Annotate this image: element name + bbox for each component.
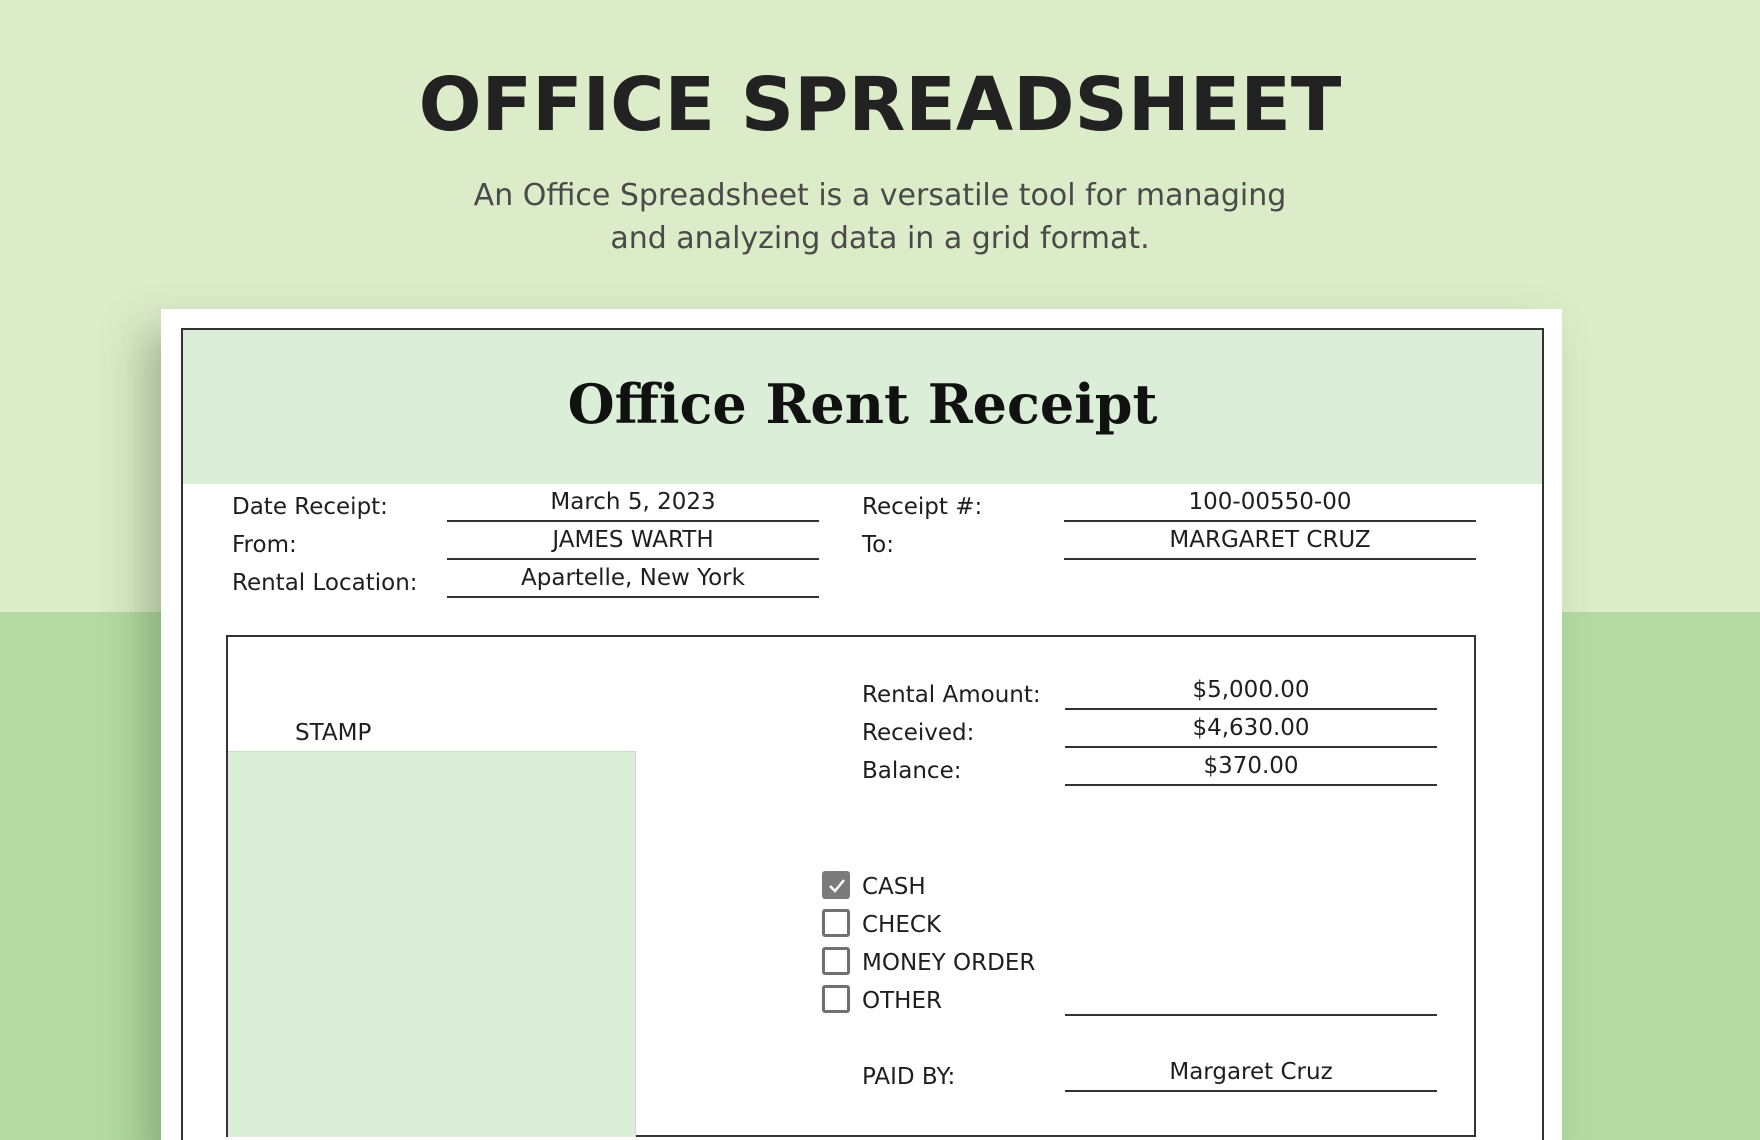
receipt-frame <box>181 328 1544 1140</box>
receipt-number-field[interactable]: 100-00550-00 <box>1064 484 1476 522</box>
rental-location-field[interactable]: Apartelle, New York <box>447 560 819 598</box>
check-checkbox[interactable] <box>822 909 850 937</box>
money-order-label: MONEY ORDER <box>862 950 1036 976</box>
date-receipt-label: Date Receipt: <box>232 494 388 520</box>
other-checkbox[interactable] <box>822 985 850 1013</box>
to-field[interactable]: MARGARET CRUZ <box>1064 522 1476 560</box>
stamp-area <box>228 751 636 1137</box>
date-receipt-field[interactable]: March 5, 2023 <box>447 484 819 522</box>
other-label: OTHER <box>862 988 942 1014</box>
receipt-title: Office Rent Receipt <box>567 372 1158 436</box>
checkmark-icon <box>827 876 847 896</box>
balance-field[interactable]: $370.00 <box>1065 748 1437 786</box>
receipt-banner <box>183 330 1542 484</box>
page-subtitle <box>430 174 1330 260</box>
rental-amount-label: Rental Amount: <box>862 682 1041 708</box>
paid-by-label: PAID BY: <box>862 1064 956 1090</box>
check-label: CHECK <box>862 912 942 938</box>
receipt-sheet <box>161 309 1562 1140</box>
other-field[interactable] <box>1065 978 1437 1016</box>
paid-by-field[interactable]: Margaret Cruz <box>1065 1054 1437 1092</box>
to-label: To: <box>862 532 894 558</box>
money-order-checkbox[interactable] <box>822 947 850 975</box>
page-title: OFFICE SPREADSHEET <box>418 62 1342 148</box>
from-label: From: <box>232 532 297 558</box>
stamp-label: STAMP <box>295 720 372 746</box>
balance-label: Balance: <box>862 758 962 784</box>
received-field[interactable]: $4,630.00 <box>1065 710 1437 748</box>
from-field[interactable]: JAMES WARTH <box>447 522 819 560</box>
subtitle-line-1: An Office Spreadsheet is a versatile tool for managing <box>473 178 1287 213</box>
rental-amount-field[interactable]: $5,000.00 <box>1065 672 1437 710</box>
cash-label: CASH <box>862 874 926 900</box>
rental-location-label: Rental Location: <box>232 570 418 596</box>
cash-checkbox[interactable] <box>822 871 850 899</box>
subtitle-line-2: and analyzing data in a grid format. <box>610 221 1150 256</box>
received-label: Received: <box>862 720 975 746</box>
payment-details-box <box>226 635 1476 1137</box>
receipt-number-label: Receipt #: <box>862 494 983 520</box>
